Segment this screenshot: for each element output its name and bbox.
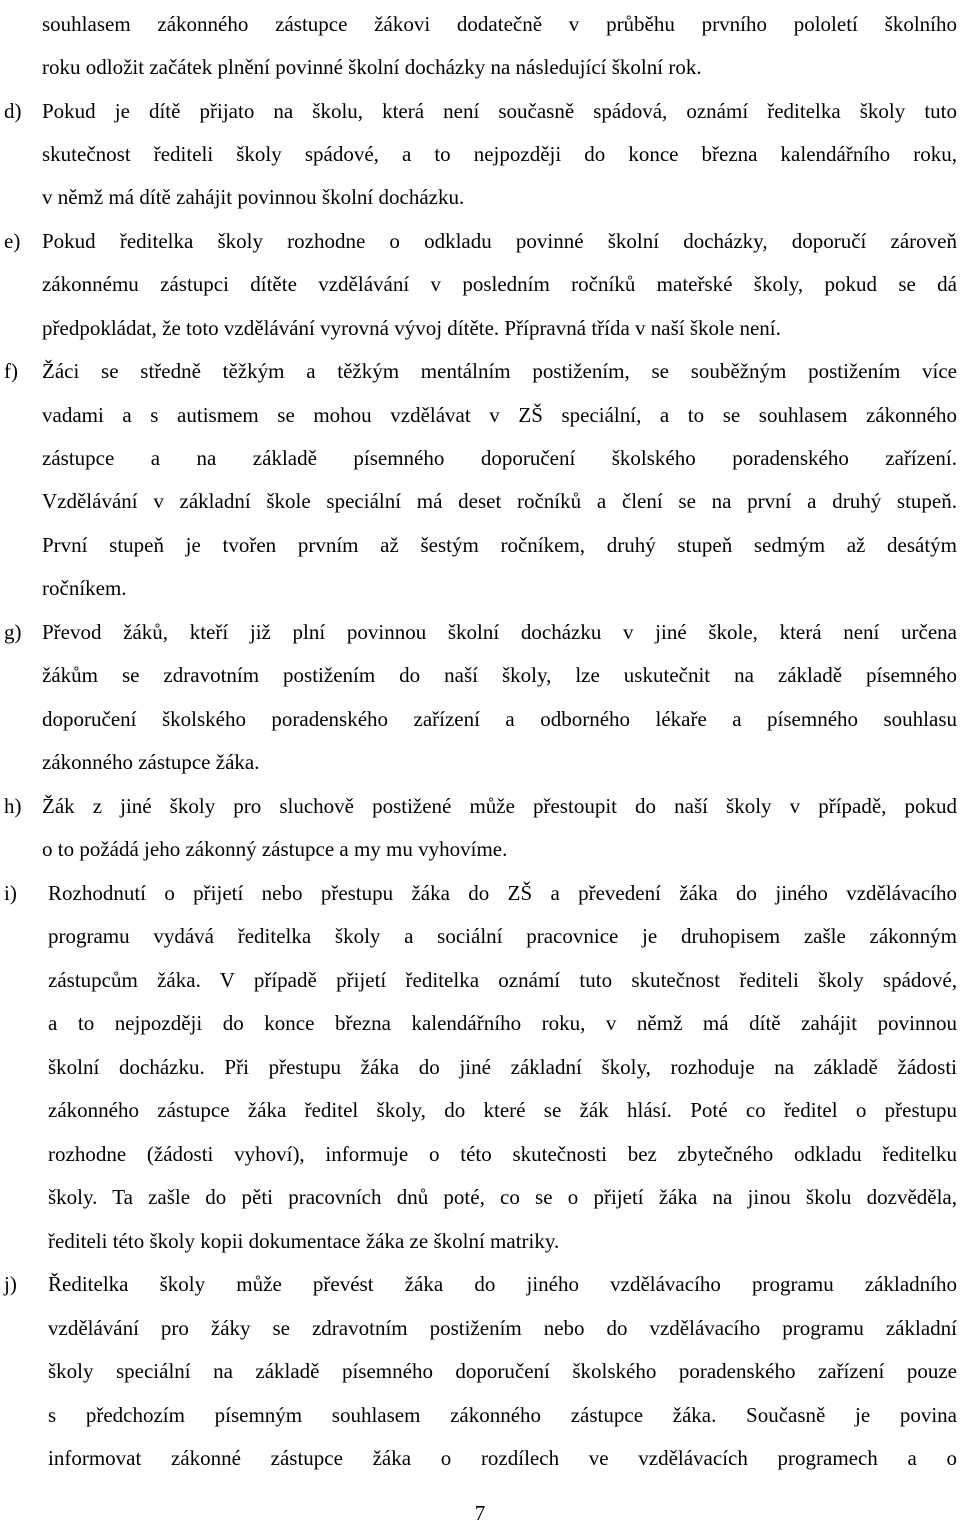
text-line: zákonného zástupce žáka ředitel školy, do které se žák hlásí. Poté co ředitel o přestupu xyxy=(48,1098,957,1122)
text-line: Pokud ředitelka školy rozhodne o odkladu povinné školní docházky, doporučí zároveň xyxy=(42,229,957,253)
text-line: Vzdělávání v základní škole speciální má deset ročníků a člení se na první a druhý stupeň. xyxy=(42,489,957,513)
text-line: Rozhodnutí o přijetí nebo přestupu žáka do ZŠ a převedení žáka do jiného vzdělávacího xyxy=(48,881,957,905)
text-line: Ředitelka školy může převést žáka do jiného vzdělávacího programu základního xyxy=(48,1272,957,1296)
text-line: Žák z jiné školy pro sluchově postižené může přestoupit do naší školy v případě, pokud xyxy=(42,794,957,818)
text-line: zástupcům žáka. V případě přijetí ředitelka oznámí tuto skutečnost řediteli školy spádové, xyxy=(48,968,957,992)
text-line: zákonného zástupce žáka. xyxy=(42,750,260,774)
text-line: Žáci se středně těžkým a těžkým mentálním postižením, se souběžným postižením více xyxy=(42,359,957,383)
text-line: doporučení školského poradenského zařízení a odborného lékaře a písemného souhlasu xyxy=(42,707,957,731)
text-line: zástupce a na základě písemného doporučení školského poradenského zařízení. xyxy=(42,446,957,470)
list-item-marker: h) xyxy=(4,794,22,818)
text-line: žákům se zdravotním postižením do naší školy, lze uskutečnit na základě písemného xyxy=(42,663,957,687)
text-line: rozhodne (žádosti vyhoví), informuje o této skutečnosti bez zbytečného odkladu ředitelku xyxy=(48,1142,957,1166)
text-line: informovat zákonné zástupce žáka o rozdílech ve vzdělávacích programech a o xyxy=(48,1446,957,1470)
text-line: o to požádá jeho zákonný zástupce a my mu vyhovíme. xyxy=(42,837,508,861)
text-line: souhlasem zákonného zástupce žákovi dodatečně v průběhu prvního pololetí školního xyxy=(42,12,957,36)
text-line: Pokud je dítě přijato na školu, která není současně spádová, oznámí ředitelka školy tuto xyxy=(42,99,957,123)
list-item-marker: e) xyxy=(4,229,21,253)
text-line: a to nejpozději do konce března kalendářního roku, v němž má dítě zahájit povinnou xyxy=(48,1011,957,1035)
list-item-marker: d) xyxy=(4,99,22,123)
text-line: vzdělávání pro žáky se zdravotním postižením nebo do vzdělávacího programu základní xyxy=(48,1316,957,1340)
list-item-marker: g) xyxy=(4,620,22,644)
text-line: předpokládat, že toto vzdělávání vyrovná vývoj dítěte. Přípravná třída v naší škole není. xyxy=(42,316,781,340)
text-line: školy. Ta zašle do pěti pracovních dnů poté, co se o přijetí žáka na jinou školu dozvěděla, xyxy=(48,1185,957,1209)
text-line: řediteli této školy kopii dokumentace žáka ze školní matriky. xyxy=(48,1229,560,1253)
text-line: programu vydává ředitelka školy a sociální pracovnice je druhopisem zašle zákonným xyxy=(48,924,957,948)
text-line: ročníkem. xyxy=(42,576,127,600)
text-line: První stupeň je tvořen prvním až šestým ročníkem, druhý stupeň sedmým až desátým xyxy=(42,533,957,557)
text-line: skutečnost řediteli školy spádové, a to nejpozději do konce března kalendářního roku, xyxy=(42,142,957,166)
text-line: Převod žáků, kteří již plní povinnou školní docházku v jiné škole, která není určena xyxy=(42,620,957,644)
list-item-marker: f) xyxy=(4,359,18,383)
list-item-marker: i) xyxy=(4,881,17,905)
text-line: školy speciální na základě písemného doporučení školského poradenského zařízení pouze xyxy=(48,1359,957,1383)
text-line: s předchozím písemným souhlasem zákonného zástupce žáka. Současně je povina xyxy=(48,1403,957,1427)
text-line: školní docházku. Při přestupu žáka do jiné základní školy, rozhoduje na základě žádosti xyxy=(48,1055,957,1079)
text-line: vadami a s autismem se mohou vzdělávat v ZŠ speciální, a to se souhlasem zákonného xyxy=(42,403,957,427)
list-item-marker: j) xyxy=(4,1272,17,1296)
text-line: zákonnému zástupci dítěte vzdělávání v posledním ročníků mateřské školy, pokud se dá xyxy=(42,272,957,296)
text-line: v němž má dítě zahájit povinnou školní docházku. xyxy=(42,185,465,209)
page-number: 7 xyxy=(474,1501,486,1525)
text-line: roku odložit začátek plnění povinné školní docházky na následující školní rok. xyxy=(42,55,702,79)
